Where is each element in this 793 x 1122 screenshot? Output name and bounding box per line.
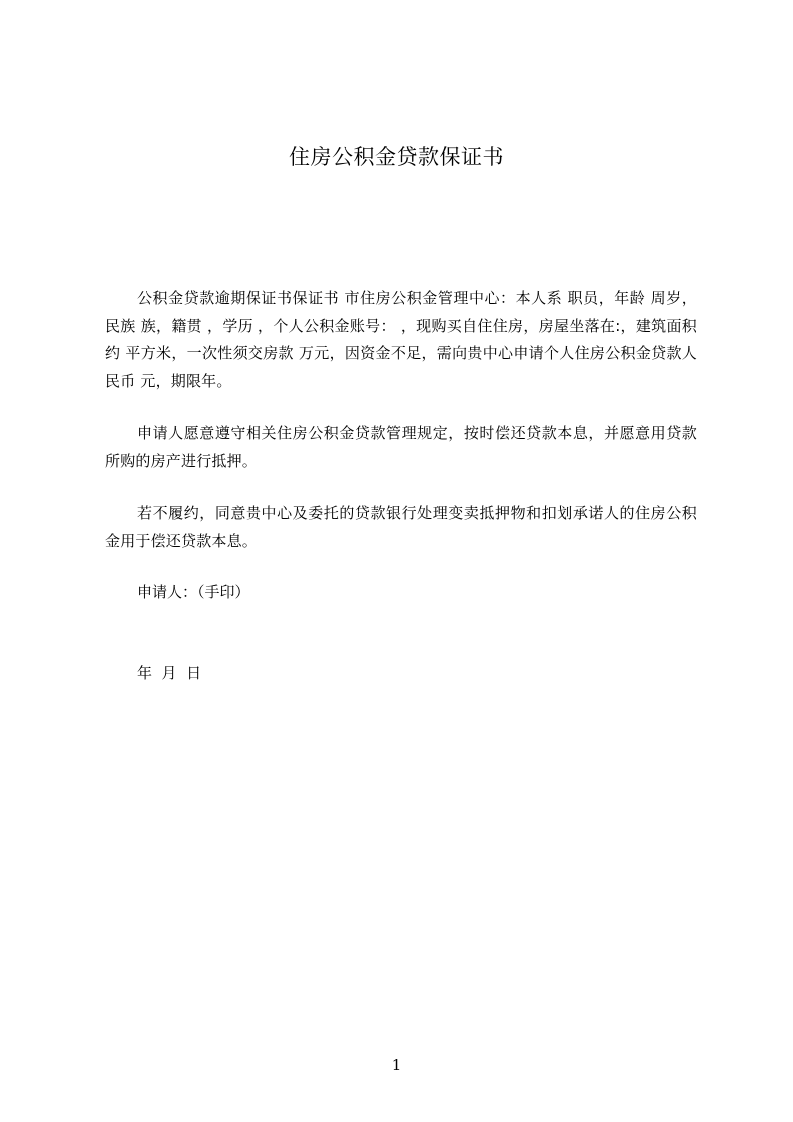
date-line: 年 月 日	[137, 664, 202, 682]
body-paragraph-2: 申请人愿意遵守相关住房公积金贷款管理规定，按时偿还贷款本息，并愿意用贷款所购的房产进行抵押。	[105, 424, 697, 470]
document-title: 住房公积金贷款保证书	[289, 145, 504, 169]
body-paragraph-3: 若不履约，同意贵中心及委托的贷款银行处理变卖抵押物和扣划承诺人的住房公积金用于偿还贷款本息。	[105, 504, 697, 550]
page-number: 1	[391, 1056, 402, 1074]
body-paragraph-1: 公积金贷款逾期保证书保证书 市住房公积金管理中心：本人系 职员，年龄 周岁，民族 族，籍贯 ，学历 ，个人公积金账号： ，现购买自住住房，房屋坐落在:，建筑面积约 平方米，一次性须交房款 万元，因资金不足，需向贵中心申请个人住房公积金贷款人民币 元，期限年。	[105, 289, 697, 390]
applicant-signature-line: 申请人：（手印）	[137, 583, 250, 601]
